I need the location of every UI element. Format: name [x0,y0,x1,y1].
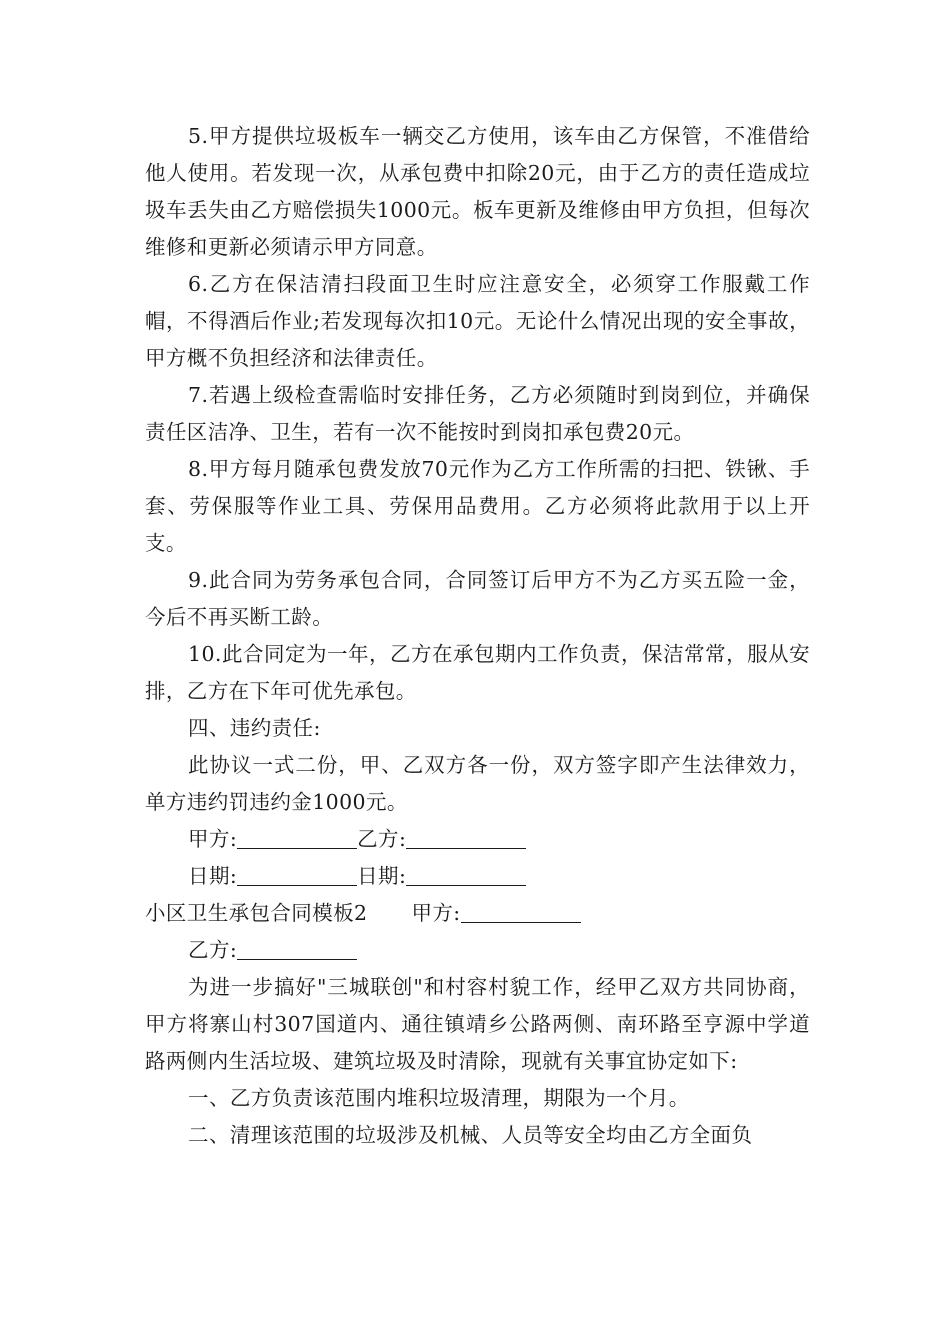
party-a-label: 甲方: [188,827,238,851]
clause-10: 10.此合同定为一年，乙方在承包期内工作负责，保洁常常，服从安排，乙方在下年可优先承包。 [145,642,810,703]
template-2-party-b-line [145,932,810,969]
signature-dates-line [145,858,810,895]
date-label-a: 日期: [188,864,238,888]
clause-6: 6.乙方在保洁清扫段面卫生时应注意安全，必须穿工作服戴工作帽，不得酒后作业;若发现每次扣10元。无论什么情况出现的安全事故，甲方概不负担经济和法律责任。 [145,272,810,370]
date-label-b: 日期: [357,864,407,888]
section-heading-breach: 四、违约责任: [188,716,321,740]
party-b-label: 乙方: [357,827,407,851]
template-2-item-2: 二、清理该范围的垃圾涉及机械、人员等安全均由乙方全面负 [188,1123,753,1147]
date-b-blank [406,863,526,886]
document-body [145,118,810,1154]
clause-8: 8.甲方每月随承包费发放70元作为乙方工作所需的扫把、铁锹、手套、劳保服等作业工具、劳保用品费用。乙方必须将此款用于以上开支。 [145,457,810,555]
template-2-party-b-label: 乙方: [188,938,238,962]
template-2-item-1: 一、乙方负责该范围内堆积垃圾清理，期限为一个月。 [188,1086,690,1110]
template-2-party-a-blank [461,900,581,923]
template-2-intro: 为进一步搞好"三城联创"和村容村貌工作，经甲乙双方共同协商，甲方将寨山村307国道内、通往镇靖乡公路两侧、南环路至亨源中学道路两侧内生活垃圾、建筑垃圾及时清除，现就有关事宜协定如下: [145,975,810,1073]
agreement-paragraph: 此协议一式二份，甲、乙双方各一份，双方签字即产生法律效力，单方违约罚违约金1000元。 [145,753,810,814]
template-2-title: 小区卫生承包合同模板2 [145,901,368,925]
clause-9: 9.此合同为劳务承包合同，合同签订后甲方不为乙方买五险一金，今后不再买断工龄。 [145,568,810,629]
clause-7: 7.若遇上级检查需临时安排任务，乙方必须随时到岗到位，并确保责任区洁净、卫生，若有一次不能按时到岗扣承包费20元。 [145,383,810,444]
party-a-signature-blank [237,826,357,849]
template-2-party-b-blank [237,937,357,960]
date-a-blank [237,863,357,886]
signature-parties-line [145,821,810,858]
template-2-party-a-label: 甲方: [411,901,461,925]
clause-5: 5.甲方提供垃圾板车一辆交乙方使用，该车由乙方保管，不准借给他人使用。若发现一次，从承包费中扣除20元，由于乙方的责任造成垃圾车丢失由乙方赔偿损失1000元。板车更新及维修由甲方负担，但每次维修和更新必须请示甲方同意。 [145,124,810,259]
party-b-signature-blank [406,826,526,849]
template-2-title-line [145,895,810,932]
